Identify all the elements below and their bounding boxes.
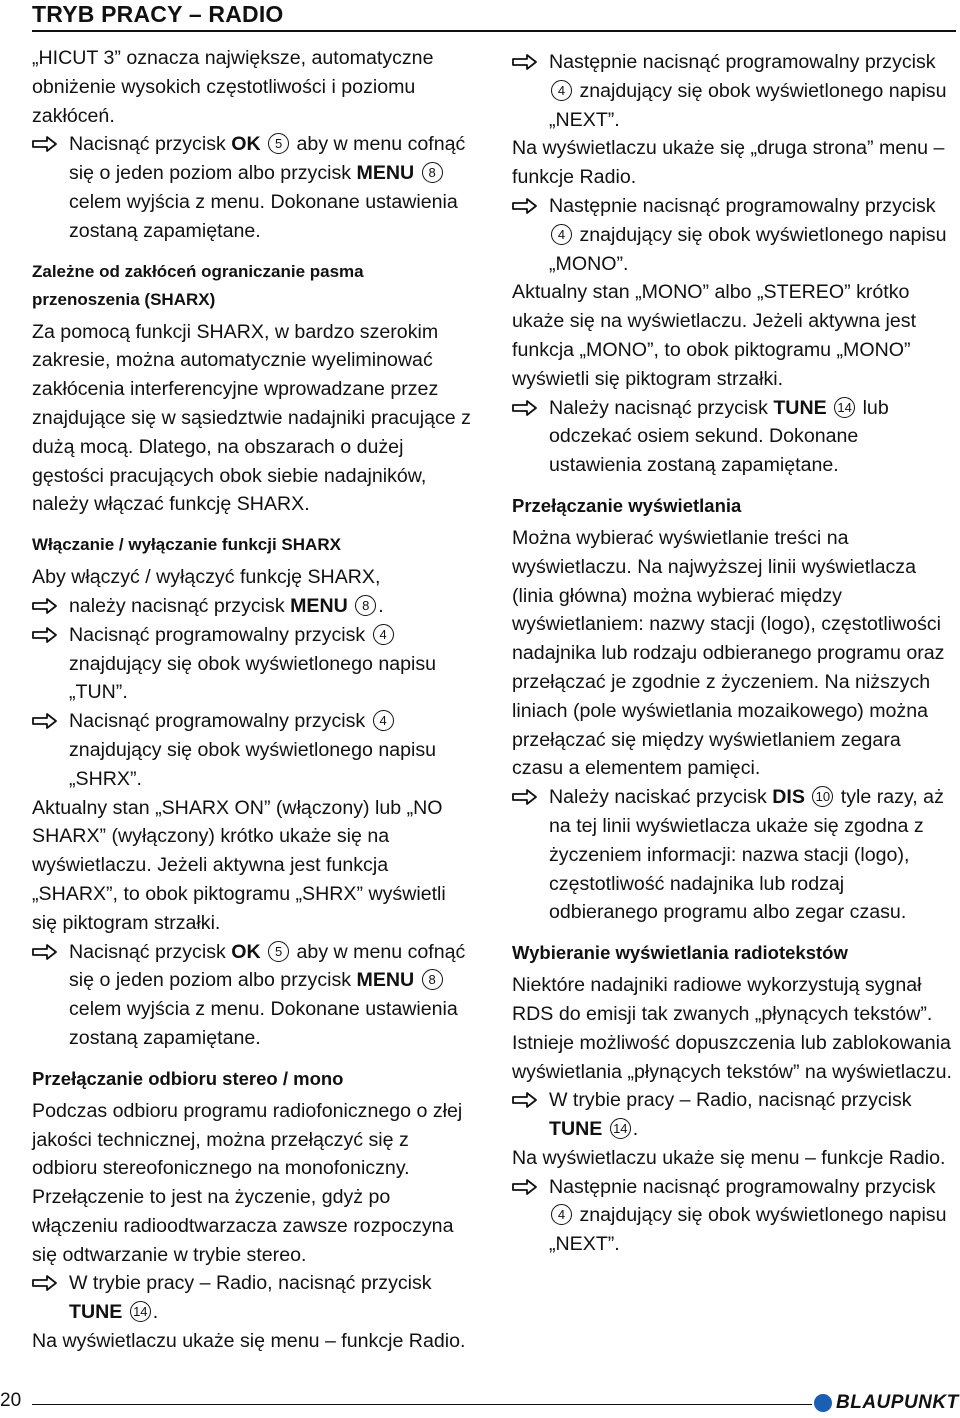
button-number: 10 — [812, 786, 833, 807]
section-title: TRYB PRACY – RADIO — [32, 1, 284, 27]
arrow-right-icon — [512, 198, 538, 214]
instruction-ok-menu-1: Nacisnąć przycisk OK 5 aby w menu cofnąć się o jeden poziom albo przycisk MENU 8 celem wyjścia z menu. Dokonane ustawienia zostaną zapamiętane. — [32, 130, 474, 245]
paragraph-sharx: Za pomocą funkcji SHARX, w bardzo szerokim zakresie, można automatycznie wyeliminować zakłócenia interferencyjne wprowadzane przez znajdujące się w sąsiedztwie nadajniki pracujące z dużą mocą. Dlatego, na obszarach o dużej gęstości pracujących obok siebie nadajników, należy włączać funkcję SHARX. — [32, 320, 471, 516]
arrow-right-icon — [512, 54, 538, 70]
heading-stereo-mono: Przełączanie odbioru stereo / mono — [32, 1067, 344, 1089]
heading-display-switch: Przełączanie wyświetlania — [512, 494, 742, 516]
button-number: 14 — [834, 397, 855, 418]
arrow-right-icon — [512, 1179, 538, 1195]
brand-name: BLAUPUNKT — [836, 1392, 959, 1413]
key-tune: TUNE — [549, 1118, 603, 1141]
key-tune: TUNE — [773, 396, 827, 419]
key-dis: DIS — [772, 786, 805, 809]
arrow-right-icon — [32, 1275, 58, 1291]
instruction-menu: należy nacisnąć przycisk MENU 8 . — [32, 592, 474, 621]
arrow-right-icon — [512, 400, 538, 416]
page-header — [32, 0, 956, 32]
arrow-right-icon — [32, 713, 58, 729]
button-number: 8 — [422, 162, 443, 183]
key-ok: OK — [231, 133, 261, 156]
brand-logo-icon — [814, 1394, 832, 1412]
instruction-next: Następnie nacisnąć programowalny przycisk 4 znajdujący się obok wyświetlonego napisu „NEXT”. — [512, 48, 954, 134]
paragraph-radio-menu: Na wyświetlaczu ukaże się menu – funkcje Radio. — [32, 1330, 466, 1353]
paragraph-stereo-mono: Podczas odbioru programu radiofonicznego o złej jakości technicznej, można przełączyć się z odbioru stereofonicznego na monofoniczny. Przełączenie to jest na życzenie, gdyż po włączeniu radioodtwarzacza zawsze rozpoczyna się odtwarzanie w trybie stereo. — [32, 1099, 463, 1266]
paragraph-sharx-on-off: Aby włączyć / wyłączyć funkcję SHARX, — [32, 566, 381, 589]
button-number: 8 — [422, 969, 443, 990]
paragraph-second-page: Na wyświetlaczu ukaże się „druga strona” menu – funkcje Radio. — [512, 137, 945, 189]
arrow-right-icon — [512, 789, 538, 805]
instruction-ok-menu-2: Nacisnąć przycisk OK 5 aby w menu cofnąć się o jeden poziom albo przycisk MENU 8 celem wyjścia z menu. Dokonane ustawienia zostaną zapamiętane. — [32, 938, 474, 1053]
instruction-shrx: Nacisnąć programowalny przycisk 4 znajdujący się obok wyświetlonego napisu „SHRX”. — [32, 707, 474, 793]
instruction-mono: Następnie nacisnąć programowalny przycisk 4 znajdujący się obok wyświetlonego napisu „MONO”. — [512, 192, 954, 278]
button-number: 14 — [130, 1301, 151, 1322]
instruction-dis: Należy naciskać przycisk DIS 10 tyle razy, aż na tej linii wyświetlacza ukaże się zgodna z życzeniem informacji: nazwa stacji (logo), częstotliwość nadajnika lub rodzaj odbieranego programu albo zegar czasu. — [512, 783, 954, 927]
left-column — [32, 44, 474, 1356]
right-column — [512, 48, 954, 1259]
button-number: 4 — [551, 224, 572, 245]
heading-sharx: Zależne od zakłóceń ograniczanie pasma przenoszenia (SHARX) — [32, 261, 364, 309]
paragraph-mono-state: Aktualny stan „MONO” albo „STEREO” krótko ukaże się na wyświetlaczu. Jeżeli aktywna jest funkcja „MONO”, to obok piktogramu „MONO” wyświetli się piktogram strzałki. — [512, 281, 917, 390]
key-menu: MENU — [356, 162, 415, 185]
heading-radiotext: Wybieranie wyświetlania radiotekstów — [512, 942, 848, 964]
key-menu: MENU — [290, 594, 348, 617]
button-number: 8 — [355, 595, 376, 616]
key-menu: MENU — [356, 969, 415, 992]
paragraph-radiotext: Niektóre nadajniki radiowe wykorzystują sygnał RDS do emisji tak zwanych „płynących tekstów”. Istnieje możliwość dopuszczenia lub zablokowania wyświetlania „płynących tekstów” na wyświetlaczu. — [512, 974, 952, 1083]
paragraph-display-switch: Można wybierać wyświetlanie treści na wyświetlaczu. Na najwyższej linii wyświetlacza (linia główna) można wybierać między wyświetlaniem: nazwy stacji (logo), częstotliwości nadajnika lub rodzaju odbieranego programu oraz przełączać je zgodnie z życzeniem. Na niższych liniach (pole wyświetlania mozaikowego) można przełączać się między wyświetlaniem zegara czasu a elementem pamięci. — [512, 526, 945, 780]
key-tune: TUNE — [69, 1301, 123, 1324]
footer-divider — [32, 1404, 812, 1405]
button-number: 5 — [268, 133, 289, 154]
arrow-right-icon — [32, 627, 58, 643]
button-number: 4 — [373, 710, 394, 731]
instruction-next-rt: Następnie nacisnąć programowalny przycisk 4 znajdujący się obok wyświetlonego napisu „NEXT”. — [512, 1173, 954, 1259]
paragraph-hicut: „HICUT 3” oznacza największe, automatyczne obniżenie wysokich częstotliwości i poziomu zakłóceń. — [32, 47, 434, 127]
arrow-right-icon — [32, 944, 58, 960]
brand-logo — [814, 1392, 960, 1416]
button-number: 4 — [551, 80, 572, 101]
paragraph-radio-menu-rt: Na wyświetlaczu ukaże się menu – funkcje Radio. — [512, 1146, 946, 1169]
instruction-tun: Nacisnąć programowalny przycisk 4 znajdujący się obok wyświetlonego napisu „TUN”. — [32, 621, 474, 707]
instruction-tune-wait: Należy nacisnąć przycisk TUNE 14 lub odczekać osiem sekund. Dokonane ustawienia zostaną zapamiętane. — [512, 394, 954, 480]
button-number: 14 — [610, 1118, 631, 1139]
arrow-right-icon — [512, 1092, 538, 1108]
instruction-tune-rt: W trybie pracy – Radio, nacisnąć przycisk TUNE 14 . — [512, 1086, 954, 1144]
button-number: 5 — [268, 941, 289, 962]
button-number: 4 — [373, 624, 394, 645]
arrow-right-icon — [32, 136, 58, 152]
instruction-tune: W trybie pracy – Radio, nacisnąć przycisk TUNE 14 . — [32, 1269, 474, 1327]
page-number: 20 — [0, 1390, 22, 1411]
paragraph-sharx-state: Aktualny stan „SHARX ON” (włączony) lub „NO SHARX” (wyłączony) krótko ukaże się na wyświetlaczu. Jeżeli aktywna jest funkcja „SHARX”, to obok piktogramu „SHRX” wyświetli się piktogram strzałki. — [32, 796, 446, 934]
button-number: 4 — [551, 1204, 572, 1225]
heading-sharx-on-off: Włączanie / wyłączanie funkcji SHARX — [32, 535, 341, 555]
key-ok: OK — [231, 940, 261, 963]
arrow-right-icon — [32, 598, 58, 614]
